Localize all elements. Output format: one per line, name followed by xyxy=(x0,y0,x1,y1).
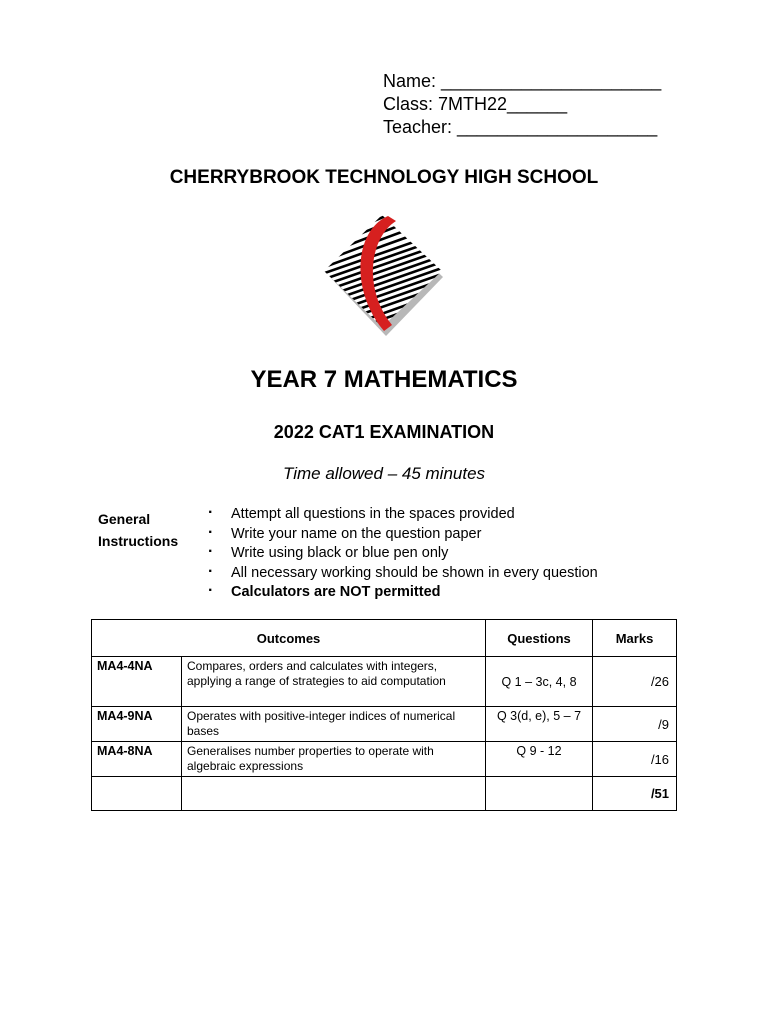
outcome-questions: Q 3(d, e), 5 – 7 xyxy=(486,707,593,742)
list-item: · All necessary working should be shown in every question xyxy=(206,564,598,584)
table-row xyxy=(92,657,677,707)
table-header-row xyxy=(92,620,677,657)
questions-header: Questions xyxy=(486,620,593,657)
outcome-questions: Q 1 – 3c, 4, 8 xyxy=(486,657,593,707)
class-field[interactable]: Class: 7MTH22______ xyxy=(383,94,568,114)
outcome-marks: /9 xyxy=(593,707,677,742)
list-item: · Calculators are NOT permitted xyxy=(206,583,598,603)
outcome-marks: /16 xyxy=(593,742,677,777)
empty-cell xyxy=(92,777,182,811)
list-item: · Attempt all questions in the spaces provided xyxy=(206,505,598,525)
list-item: · Write using black or blue pen only xyxy=(206,544,598,564)
total-marks: /51 xyxy=(593,777,677,811)
outcomes-header: Outcomes xyxy=(92,620,486,657)
table-row xyxy=(92,742,677,777)
outcome-questions: Q 9 - 12 xyxy=(486,742,593,777)
total-row xyxy=(92,777,677,811)
marks-header: Marks xyxy=(593,620,677,657)
outcomes-table xyxy=(91,619,677,811)
exam-title: YEAR 7 MATHEMATICS xyxy=(250,366,518,393)
list-item: · Write your name on the question paper xyxy=(206,525,598,545)
general-instructions-label: General Instructions xyxy=(98,511,179,549)
name-field[interactable]: Name: ______________________ xyxy=(383,71,662,91)
empty-cell xyxy=(182,777,486,811)
outcome-description: Compares, orders and calculates with integers, applying a range of strategies to aid computation xyxy=(182,657,486,707)
outcome-code: MA4-9NA xyxy=(92,707,182,742)
empty-cell xyxy=(486,777,593,811)
outcome-description: Operates with positive-integer indices of numerical bases xyxy=(182,707,486,742)
exam-subtitle: 2022 CAT1 EXAMINATION xyxy=(273,422,495,442)
outcome-code: MA4-8NA xyxy=(92,742,182,777)
table-row xyxy=(92,707,677,742)
outcome-marks: /26 xyxy=(593,657,677,707)
school-name: CHERRYBROOK TECHNOLOGY HIGH SCHOOL xyxy=(169,167,599,188)
student-details xyxy=(383,70,661,139)
outcome-description: Generalises number properties to operate with algebraic expressions xyxy=(182,742,486,777)
school-logo-icon xyxy=(322,213,444,338)
instructions-list xyxy=(206,505,598,603)
time-allowed: Time allowed – 45 minutes xyxy=(282,464,486,483)
teacher-field[interactable]: Teacher: ____________________ xyxy=(383,117,658,137)
outcome-code: MA4-4NA xyxy=(92,657,182,707)
